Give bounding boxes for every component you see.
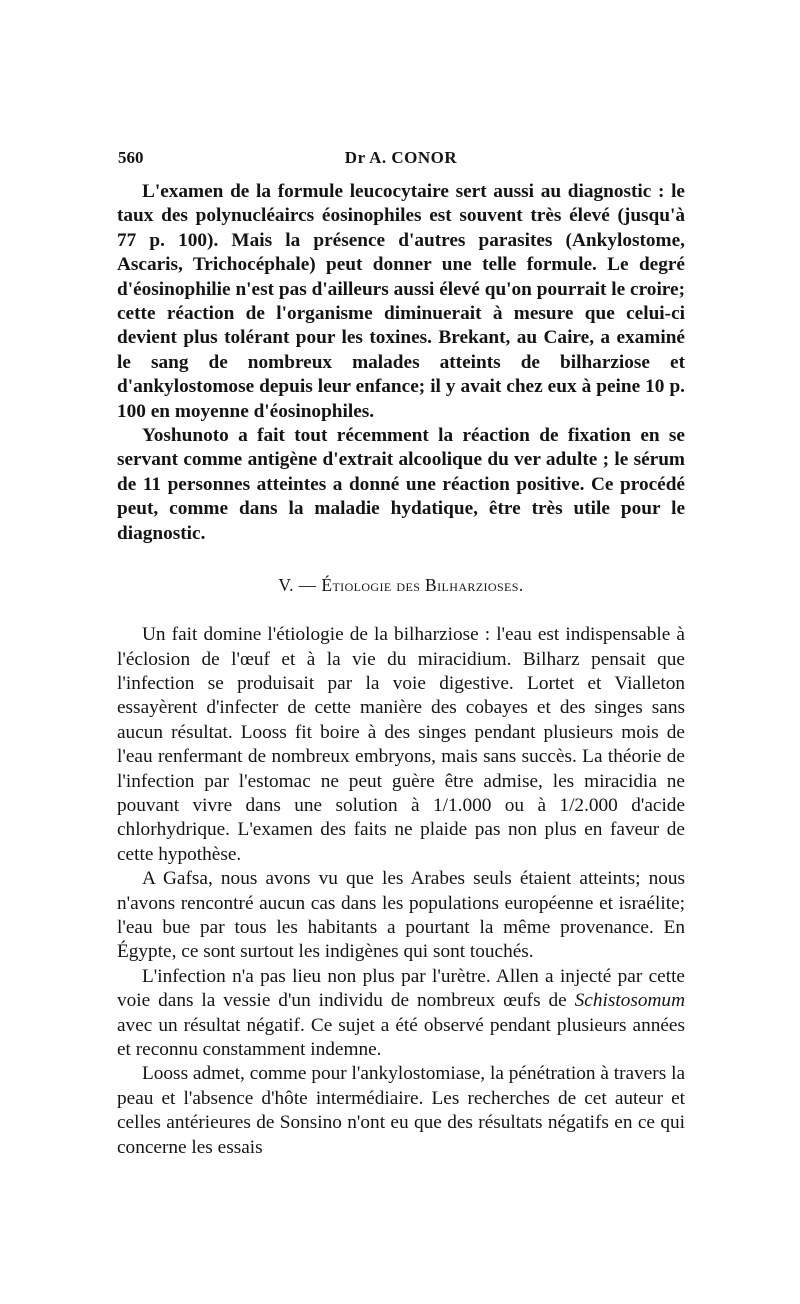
paragraph-gafsa: A Gafsa, nous avons vu que les Arabes seuls étaient atteints; nous n'avons rencontré aucun cas dans les populations européenne et israélite; l'eau bue par tous les habitants a pourtant la même provenance. En Égypte, ce sont surtout les indigènes qui sont touchés. bbox=[117, 868, 685, 963]
page-number: 560 bbox=[118, 148, 144, 167]
paragraph-water-role: Un fait domine l'étiologie de la bilharziose : l'eau est indispensable à l'éclosion de l'œuf et à la vie du miracidium. Bilharz pensait que l'infection se produisait par la voie digestive. Lortet et Vialleton essayèrent d'infecter de cette manière des cobayes et des singes sans aucun résultat. Looss fit boire à des singes pendant plusieurs mois de l'eau renfermant de nombreux embryons, mais sans succès. La théorie de l'infection par l'estomac ne peut guère être admise, les miracidia ne pouvant vivre dans une solution à 1/1.000 ou à 1/2.000 d'acide chlorhydrique. L'examen des faits ne plaide pas non plus en faveur de cette hypothèse. bbox=[117, 624, 685, 865]
running-head bbox=[118, 148, 684, 170]
paragraph-fixation-reaction: Yoshunoto a fait tout récemment la réaction de fixation en se servant comme antigène d'extrait alcoolique du ver adulte ; le sérum de 11 personnes atteintes a donné une réaction positive. Ce procédé peut, comme dans la maladie hydatique, être très utile pour le diagnostic. bbox=[117, 425, 685, 544]
paragraph-looss: Looss admet, comme pour l'ankylostomiase, la pénétration à travers la peau et l'absence d'hôte intermédiaire. Les recherches de cet auteur et celles antérieures de Sonsino n'ont eu que des résultats négatifs en ce qui concerne les essais bbox=[117, 1063, 685, 1158]
paragraph-urethra bbox=[117, 965, 685, 1063]
section-title: Étiologie des Bilharzioses. bbox=[321, 575, 524, 596]
running-head-author: Dr A. CONOR bbox=[344, 148, 458, 167]
schistosomum-italic: Schistosomum bbox=[574, 990, 685, 1012]
section-heading bbox=[117, 573, 685, 597]
section-number: V. — bbox=[278, 575, 317, 596]
urethra-text-before: L'infection n'a pas lieu non plus par l'urètre. Allen a injecté par cette voie dans la vessie d'un individu de nombreux œufs de bbox=[117, 965, 685, 1012]
paragraph-leucocyte-formula: L'examen de la formule leucocytaire sert aussi au diagnostic : le taux des polynucléaircs éosinophiles est souvent très élevé (jusqu'à 77 p. 100). Mais la présence d'autres parasites (Ankylostome, Ascaris, Trichocéphale) peut donner une telle formule. Le degré d'éosinophilie n'est pas d'ailleurs aussi élevé qu'on pourrait le croire; cette réaction de l'organisme diminuerait à mesure que celui-ci devient plus tolérant pour les toxines. Brekant, au Caire, a examiné le sang de nombreux malades atteints de bilharziose et d'ankylostomose depuis leur enfance; il y avait chez eux à peine 10 p. 100 en moyenne d'éosinophiles. bbox=[117, 181, 685, 422]
urethra-text-after: avec un résultat négatif. Ce sujet a été observé pendant plusieurs années et reconnu constamment indemne. bbox=[117, 1014, 685, 1060]
diagnosis-section bbox=[117, 180, 685, 546]
body-text bbox=[117, 180, 685, 1160]
etiology-section bbox=[117, 623, 685, 1160]
